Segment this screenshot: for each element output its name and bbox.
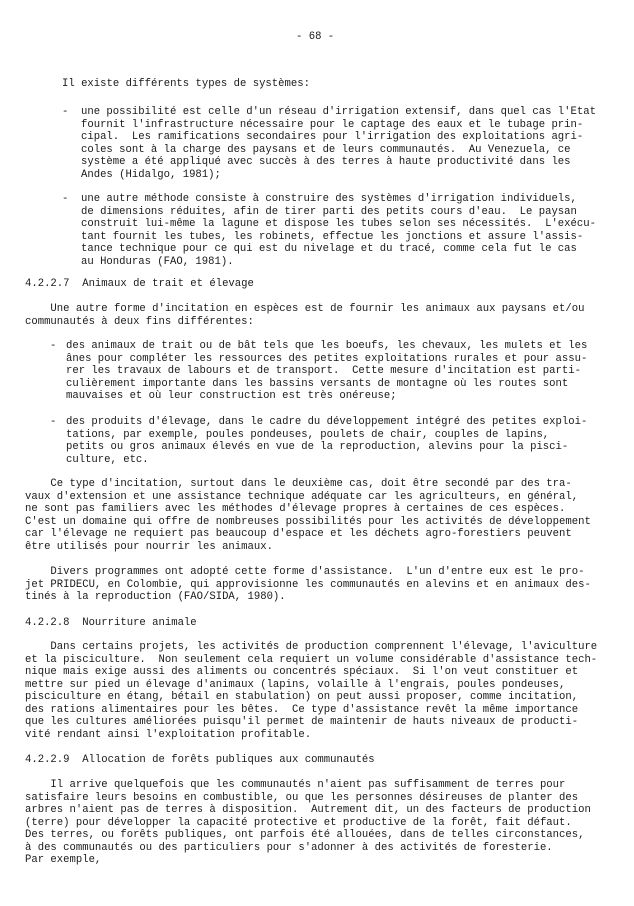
text-line: 4.2.2.9 Allocation de forêts publiques aux communautés xyxy=(25,754,375,766)
text-line: culièrement importante dans les bassins versants de montagne où les routes sont xyxy=(66,377,569,390)
text-line: arbres n'aient pas de terres à disposition. Autrement dit, un des facteurs de production xyxy=(25,804,591,816)
text-line: au Honduras (FAO, 1981). xyxy=(81,255,234,268)
bullet-item xyxy=(81,193,596,268)
text-line: des rations alimentaires pour les bêtes. Ce type d'assistance revêt la même importance xyxy=(25,703,579,716)
text-line: 4.2.2.7 Animaux de trait et élevage xyxy=(25,278,254,290)
text-line: petits ou gros animaux élevés en vue de la reproduction, alevins pour la pisci- xyxy=(66,441,569,453)
bullet-dash: - xyxy=(62,106,69,118)
text-line: Andes (Hidalgo, 1981); xyxy=(81,168,221,181)
text-line: être utilisés pour nourrir les animaux. xyxy=(25,540,273,553)
text-line: cipal. Les ramifications secondaires pour l'irrigation des exploitations agri- xyxy=(81,131,584,143)
text-line: Dans certains projets, les activités de production comprennent l'élevage, l'aviculture xyxy=(25,641,598,653)
paragraph xyxy=(25,303,584,328)
text-line: à des communautés ou des particuliers pour s'adonner à des activités de foresterie. xyxy=(25,841,553,854)
text-line: 4.2.2.8 Nourriture animale xyxy=(25,617,197,629)
text-line: car l'élevage ne requiert pas beaucoup d'espace et les déchets agro-forestiers peuvent xyxy=(25,528,572,540)
text-line: ânes pour compléter les ressources des petites exploitations rurales et pour assu- xyxy=(66,352,588,365)
text-line: Ce type d'incitation, surtout dans le deuxième cas, doit être secondé par des tra- xyxy=(25,478,572,490)
paragraph xyxy=(25,641,597,741)
text-line: pisciculture en étang, bétail en stabulation) on peut aussi proposer, comme incitation, xyxy=(25,691,579,703)
text-line: Par exemple, xyxy=(25,854,102,866)
text-line: communautés à deux fins différentes: xyxy=(25,315,254,328)
text-line: fournit l'infrastructure nécessaire pour le captage des eaux et le tubage prin- xyxy=(81,118,584,131)
text-line: système a été appliqué avec succès à des terres à haute productivité dans les xyxy=(81,156,571,168)
text-line: tance technique pour ce qui est du nivelage et du tracé, comme cela fut le cas xyxy=(81,243,577,255)
bullet-item xyxy=(66,416,587,466)
text-line: Il existe différents types de systèmes: xyxy=(62,78,310,90)
text-line: une possibilité est celle d'un réseau d'irrigation extensif, dans quel cas l'Etat xyxy=(81,106,596,118)
section-heading xyxy=(25,617,197,630)
text-line: rer les travaux de labours et de transport. Cette mesure d'incitation est parti- xyxy=(66,365,581,377)
text-line: Des terres, ou forêts publiques, ont parfois été allouées, dans de telles circonstances, xyxy=(25,829,585,841)
bullet-dash: - xyxy=(50,340,57,352)
section-heading xyxy=(25,754,375,767)
text-line: tant fournit les tubes, les robinets, effectue les jonctions et assure l'assis- xyxy=(81,230,584,243)
bullet-item xyxy=(66,340,587,403)
text-line: Il arrive quelquefois que les communautés n'aient pas suffisamment de terres pour xyxy=(25,779,566,791)
text-line: que les cultures améliorées puisqu'il permet de maintenir de hauts niveaux de producti- xyxy=(25,716,579,728)
text-line: culture, etc. xyxy=(66,453,149,466)
text-line: Une autre forme d'incitation en espèces est de fournir les animaux aux paysans et/ou xyxy=(25,303,585,315)
section-heading xyxy=(25,278,254,291)
text-line: vaux d'extension et une assistance technique adéquate car les agriculteurs, en général, xyxy=(25,490,579,503)
text-line: des produits d'élevage, dans le cadre du développement intégré des petites exploi- xyxy=(66,416,588,428)
text-line: tations, par exemple, poules pondeuses, poulets de chair, couples de lapins, xyxy=(66,428,550,441)
text-line: vité rendant ainsi l'exploitation profitable. xyxy=(25,728,312,741)
paragraph xyxy=(25,478,591,553)
text-line: construit lui-même la lagune et dispose les tubes selon ses nécessités. L'exécu- xyxy=(81,218,596,230)
text-line: mauvaises et où leur construction est très onéreuse; xyxy=(66,390,397,402)
bullet-dash: - xyxy=(62,193,69,205)
text-line: (terre) pour développer la capacité protective et productive de la forêt, fait défaut. xyxy=(25,816,572,829)
text-line: et la pisciculture. Non seulement cela requiert un volume considérable d'assistance tech- xyxy=(25,653,598,666)
text-line: des animaux de trait ou de bât tels que les boeufs, les chevaux, les mulets et les xyxy=(66,340,588,352)
text-line: mettre sur pied un élevage d'animaux (lapins, volaille à l'engrais, poules pondeuses, xyxy=(25,678,566,691)
text-line: Divers programmes ont adopté cette forme d'assistance. L'un d'entre eux est le pro- xyxy=(25,566,585,578)
text-line: de dimensions réduites, afin de tirer parti des petits cours d'eau. Le paysan xyxy=(81,205,577,218)
text-line: jet PRIDECU, en Colombie, qui approvisionne les communautés en alevins et en animaux des- xyxy=(25,578,591,591)
text-line: nique mais exige aussi des aliments ou concentrés spéciaux. Si l'on veut constituer et xyxy=(25,666,579,678)
text-line: coles sont à la charge des paysans et de leurs communautés. Au Venezuela, ce xyxy=(81,143,571,156)
bullet-item xyxy=(81,106,596,181)
text-line: satisfaire leurs besoins en combustible, ou que les personnes désireuses de planter des xyxy=(25,791,579,804)
page-number: - 68 - xyxy=(296,31,335,43)
text-line: ne sont pas familiers avec les méthodes d'élevage propres à certaines de ces espèces. xyxy=(25,503,566,515)
paragraph xyxy=(25,566,591,604)
paragraph xyxy=(62,78,310,91)
text-line: tinés à la reproduction (FAO/SIDA, 1980). xyxy=(25,591,286,603)
bullet-dash: - xyxy=(50,416,57,428)
text-line: une autre méthode consiste à construire des systèmes d'irrigation individuels, xyxy=(81,193,577,205)
paragraph xyxy=(25,779,591,867)
text-line: C'est un domaine qui offre de nombreuses possibilités pour les activités de développement xyxy=(25,515,591,528)
